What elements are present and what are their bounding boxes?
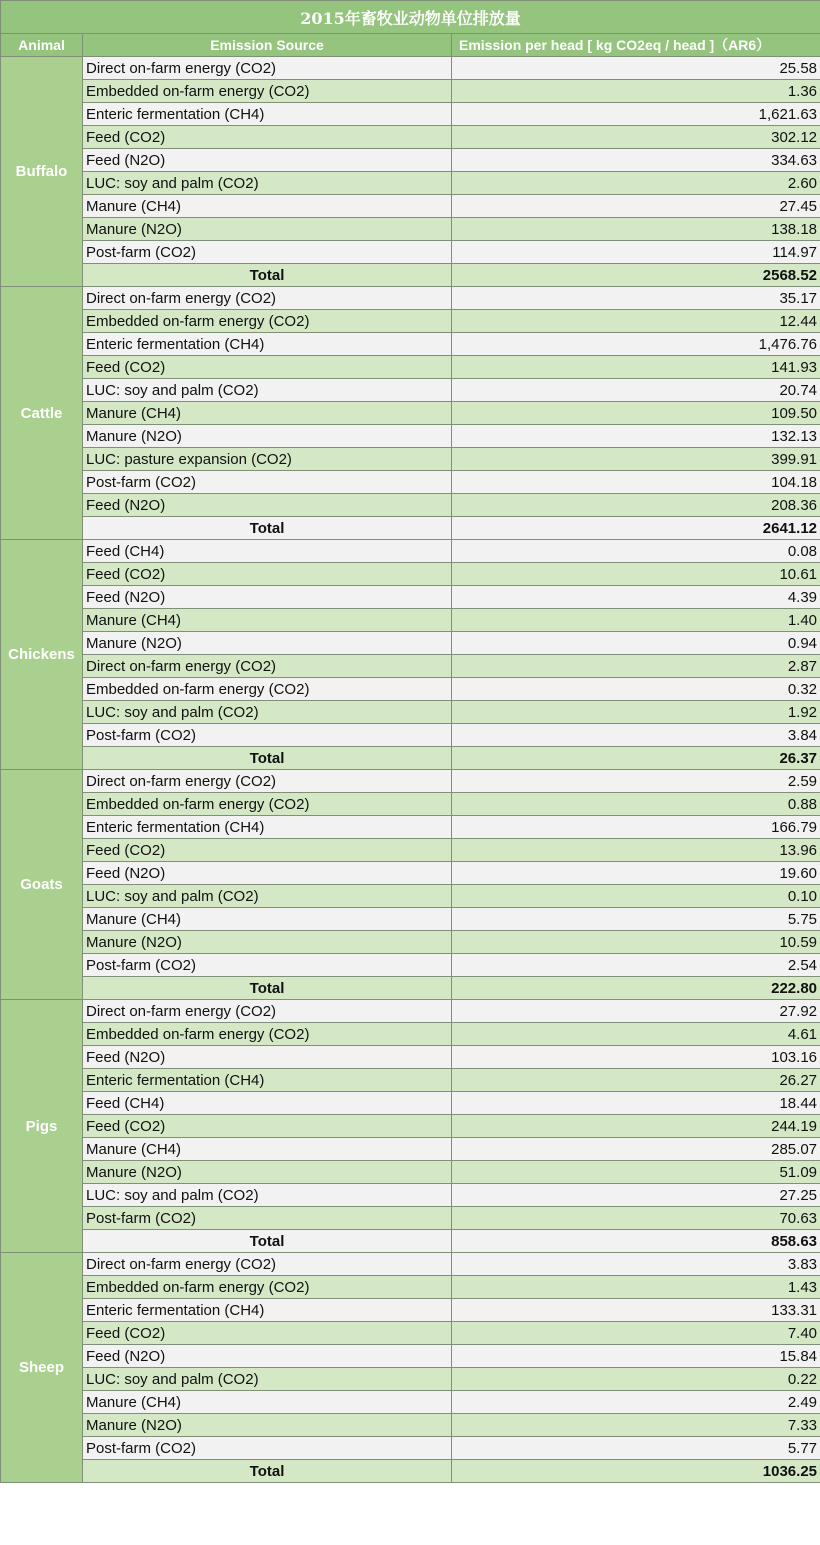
animal-label: Goats [1, 770, 83, 1000]
emission-source-cell: Post-farm (CO2) [83, 954, 452, 977]
table-row [1, 1023, 820, 1046]
emission-source-cell: Feed (CH4) [83, 1092, 452, 1115]
table-row [1, 678, 820, 701]
table-row [1, 287, 820, 310]
emission-value-cell: 25.58 [452, 57, 820, 80]
table-row [1, 1276, 820, 1299]
emission-value-cell: 302.12 [452, 126, 820, 149]
emission-source-cell: Feed (N2O) [83, 1345, 452, 1368]
table-row [1, 908, 820, 931]
total-value: 858.63 [452, 1230, 820, 1253]
table-row [1, 586, 820, 609]
table-row [1, 333, 820, 356]
table-row [1, 724, 820, 747]
table-row [1, 816, 820, 839]
header-row [1, 34, 820, 57]
emission-source-cell: Direct on-farm energy (CO2) [83, 57, 452, 80]
emission-source-cell: Embedded on-farm energy (CO2) [83, 1023, 452, 1046]
table-row [1, 1000, 820, 1023]
emission-value-cell: 138.18 [452, 218, 820, 241]
table-row [1, 793, 820, 816]
total-row [1, 1460, 820, 1483]
emission-value-cell: 27.45 [452, 195, 820, 218]
emission-source-cell: Manure (CH4) [83, 1391, 452, 1414]
table-row [1, 379, 820, 402]
total-label: Total [83, 264, 452, 287]
emission-value-cell: 18.44 [452, 1092, 820, 1115]
total-row [1, 1230, 820, 1253]
total-label: Total [83, 1460, 452, 1483]
table-row [1, 448, 820, 471]
emission-value-cell: 12.44 [452, 310, 820, 333]
emission-value-cell: 208.36 [452, 494, 820, 517]
table-row [1, 701, 820, 724]
emission-value-cell: 0.32 [452, 678, 820, 701]
total-label: Total [83, 517, 452, 540]
table-row [1, 1299, 820, 1322]
table-row [1, 1161, 820, 1184]
emission-value-cell: 0.94 [452, 632, 820, 655]
table-row [1, 839, 820, 862]
emission-value-cell: 1.40 [452, 609, 820, 632]
emission-source-cell: Manure (CH4) [83, 195, 452, 218]
emission-value-cell: 5.75 [452, 908, 820, 931]
emission-value-cell: 285.07 [452, 1138, 820, 1161]
table-row [1, 885, 820, 908]
emission-value-cell: 2.87 [452, 655, 820, 678]
emission-source-cell: Direct on-farm energy (CO2) [83, 1000, 452, 1023]
emission-source-cell: Post-farm (CO2) [83, 724, 452, 747]
emission-value-cell: 1,621.63 [452, 103, 820, 126]
emission-value-cell: 0.10 [452, 885, 820, 908]
table-row [1, 632, 820, 655]
emission-source-cell: Embedded on-farm energy (CO2) [83, 678, 452, 701]
table-row [1, 1115, 820, 1138]
emission-source-cell: Feed (N2O) [83, 494, 452, 517]
table-title: 2015年畜牧业动物单位排放量 [1, 1, 820, 34]
total-value: 26.37 [452, 747, 820, 770]
emission-source-cell: Feed (CO2) [83, 356, 452, 379]
emission-value-cell: 3.84 [452, 724, 820, 747]
emission-value-cell: 7.40 [452, 1322, 820, 1345]
emission-value-cell: 1.92 [452, 701, 820, 724]
emission-source-cell: Direct on-farm energy (CO2) [83, 770, 452, 793]
emission-source-cell: LUC: soy and palm (CO2) [83, 1368, 452, 1391]
table-row [1, 103, 820, 126]
emission-source-cell: Feed (CO2) [83, 1322, 452, 1345]
emission-source-cell: Feed (N2O) [83, 149, 452, 172]
emission-value-cell: 2.54 [452, 954, 820, 977]
total-row [1, 977, 820, 1000]
table-row [1, 241, 820, 264]
emission-value-cell: 141.93 [452, 356, 820, 379]
emission-source-cell: Manure (N2O) [83, 632, 452, 655]
emission-source-cell: Feed (CO2) [83, 563, 452, 586]
emission-value-cell: 2.49 [452, 1391, 820, 1414]
table-row [1, 149, 820, 172]
table-row [1, 310, 820, 333]
table-row [1, 218, 820, 241]
table-row [1, 770, 820, 793]
table-row [1, 1253, 820, 1276]
table-row [1, 1322, 820, 1345]
total-value: 2641.12 [452, 517, 820, 540]
emission-value-cell: 15.84 [452, 1345, 820, 1368]
emission-source-cell: Enteric fermentation (CH4) [83, 103, 452, 126]
emission-source-cell: LUC: soy and palm (CO2) [83, 379, 452, 402]
total-value: 2568.52 [452, 264, 820, 287]
emission-source-cell: Embedded on-farm energy (CO2) [83, 1276, 452, 1299]
table-row [1, 655, 820, 678]
emission-value-cell: 1,476.76 [452, 333, 820, 356]
emission-source-cell: Feed (CO2) [83, 1115, 452, 1138]
emission-source-cell: Enteric fermentation (CH4) [83, 333, 452, 356]
total-value: 1036.25 [452, 1460, 820, 1483]
emission-source-cell: Enteric fermentation (CH4) [83, 1299, 452, 1322]
table-row [1, 540, 820, 563]
emission-source-cell: Manure (N2O) [83, 425, 452, 448]
emission-source-cell: LUC: soy and palm (CO2) [83, 172, 452, 195]
emission-value-cell: 7.33 [452, 1414, 820, 1437]
table-row [1, 1437, 820, 1460]
emission-source-cell: Feed (N2O) [83, 862, 452, 885]
table-row [1, 1391, 820, 1414]
emission-source-cell: Manure (N2O) [83, 218, 452, 241]
emission-source-cell: LUC: soy and palm (CO2) [83, 885, 452, 908]
emission-source-cell: Enteric fermentation (CH4) [83, 1069, 452, 1092]
emission-source-cell: Manure (N2O) [83, 931, 452, 954]
emission-value-cell: 10.59 [452, 931, 820, 954]
emission-value-cell: 2.60 [452, 172, 820, 195]
emission-value-cell: 4.39 [452, 586, 820, 609]
table-row [1, 1138, 820, 1161]
emission-source-cell: Manure (CH4) [83, 402, 452, 425]
table-row [1, 494, 820, 517]
emission-source-cell: LUC: soy and palm (CO2) [83, 1184, 452, 1207]
emission-source-cell: LUC: soy and palm (CO2) [83, 701, 452, 724]
animal-label: Cattle [1, 287, 83, 540]
table-row [1, 609, 820, 632]
emission-value-cell: 70.63 [452, 1207, 820, 1230]
emission-source-cell: Feed (CO2) [83, 839, 452, 862]
table-row [1, 57, 820, 80]
title-row [1, 1, 820, 34]
emission-value-cell: 0.88 [452, 793, 820, 816]
emission-value-cell: 399.91 [452, 448, 820, 471]
emission-value-cell: 3.83 [452, 1253, 820, 1276]
emission-value-cell: 27.25 [452, 1184, 820, 1207]
table-row [1, 1069, 820, 1092]
table-row [1, 1207, 820, 1230]
emission-value-cell: 10.61 [452, 563, 820, 586]
table-row [1, 1345, 820, 1368]
emission-value-cell: 109.50 [452, 402, 820, 425]
header-emission-source: Emission Source [83, 34, 452, 57]
emission-source-cell: Post-farm (CO2) [83, 471, 452, 494]
emission-value-cell: 334.63 [452, 149, 820, 172]
emission-value-cell: 5.77 [452, 1437, 820, 1460]
table-row [1, 402, 820, 425]
total-label: Total [83, 977, 452, 1000]
emission-value-cell: 1.43 [452, 1276, 820, 1299]
animal-label: Pigs [1, 1000, 83, 1253]
emission-source-cell: Direct on-farm energy (CO2) [83, 1253, 452, 1276]
emission-value-cell: 20.74 [452, 379, 820, 402]
table-row [1, 1368, 820, 1391]
emission-source-cell: Post-farm (CO2) [83, 1437, 452, 1460]
table-row [1, 356, 820, 379]
emission-source-cell: LUC: pasture expansion (CO2) [83, 448, 452, 471]
emission-value-cell: 2.59 [452, 770, 820, 793]
total-row [1, 264, 820, 287]
emission-value-cell: 1.36 [452, 80, 820, 103]
emission-source-cell: Manure (N2O) [83, 1161, 452, 1184]
emission-value-cell: 13.96 [452, 839, 820, 862]
total-label: Total [83, 747, 452, 770]
emission-source-cell: Embedded on-farm energy (CO2) [83, 310, 452, 333]
emission-value-cell: 133.31 [452, 1299, 820, 1322]
animal-label: Sheep [1, 1253, 83, 1483]
emission-value-cell: 166.79 [452, 816, 820, 839]
emission-source-cell: Direct on-farm energy (CO2) [83, 655, 452, 678]
table-row [1, 862, 820, 885]
emission-source-cell: Feed (N2O) [83, 586, 452, 609]
table-row [1, 954, 820, 977]
emission-source-cell: Enteric fermentation (CH4) [83, 816, 452, 839]
table-row [1, 80, 820, 103]
emission-source-cell: Manure (CH4) [83, 908, 452, 931]
emission-value-cell: 35.17 [452, 287, 820, 310]
emission-value-cell: 0.22 [452, 1368, 820, 1391]
emission-value-cell: 26.27 [452, 1069, 820, 1092]
header-animal: Animal [1, 34, 83, 57]
emission-value-cell: 114.97 [452, 241, 820, 264]
emission-source-cell: Feed (CH4) [83, 540, 452, 563]
emission-value-cell: 19.60 [452, 862, 820, 885]
table-row [1, 195, 820, 218]
emission-value-cell: 244.19 [452, 1115, 820, 1138]
table-row [1, 126, 820, 149]
table-row [1, 1184, 820, 1207]
total-value: 222.80 [452, 977, 820, 1000]
emission-source-cell: Feed (N2O) [83, 1046, 452, 1069]
emission-value-cell: 51.09 [452, 1161, 820, 1184]
emission-value-cell: 104.18 [452, 471, 820, 494]
emission-source-cell: Post-farm (CO2) [83, 1207, 452, 1230]
emission-value-cell: 103.16 [452, 1046, 820, 1069]
total-row [1, 747, 820, 770]
emission-source-cell: Embedded on-farm energy (CO2) [83, 80, 452, 103]
table-row [1, 172, 820, 195]
animal-label: Chickens [1, 540, 83, 770]
table-row [1, 471, 820, 494]
table-row [1, 1414, 820, 1437]
table-row [1, 425, 820, 448]
animal-label: Buffalo [1, 57, 83, 287]
emission-source-cell: Manure (N2O) [83, 1414, 452, 1437]
emission-value-cell: 27.92 [452, 1000, 820, 1023]
emission-source-cell: Manure (CH4) [83, 1138, 452, 1161]
total-row [1, 517, 820, 540]
table-row [1, 931, 820, 954]
table-row [1, 1092, 820, 1115]
emission-source-cell: Direct on-farm energy (CO2) [83, 287, 452, 310]
table-row [1, 563, 820, 586]
emission-value-cell: 4.61 [452, 1023, 820, 1046]
emission-value-cell: 132.13 [452, 425, 820, 448]
emission-source-cell: Post-farm (CO2) [83, 241, 452, 264]
total-label: Total [83, 1230, 452, 1253]
table-body [1, 57, 820, 1483]
header-emission-per-head: Emission per head [ kg CO2eq / head ]（AR6） [452, 34, 820, 57]
emission-value-cell: 0.08 [452, 540, 820, 563]
emission-source-cell: Manure (CH4) [83, 609, 452, 632]
emission-source-cell: Embedded on-farm energy (CO2) [83, 793, 452, 816]
emission-source-cell: Feed (CO2) [83, 126, 452, 149]
table-row [1, 1046, 820, 1069]
